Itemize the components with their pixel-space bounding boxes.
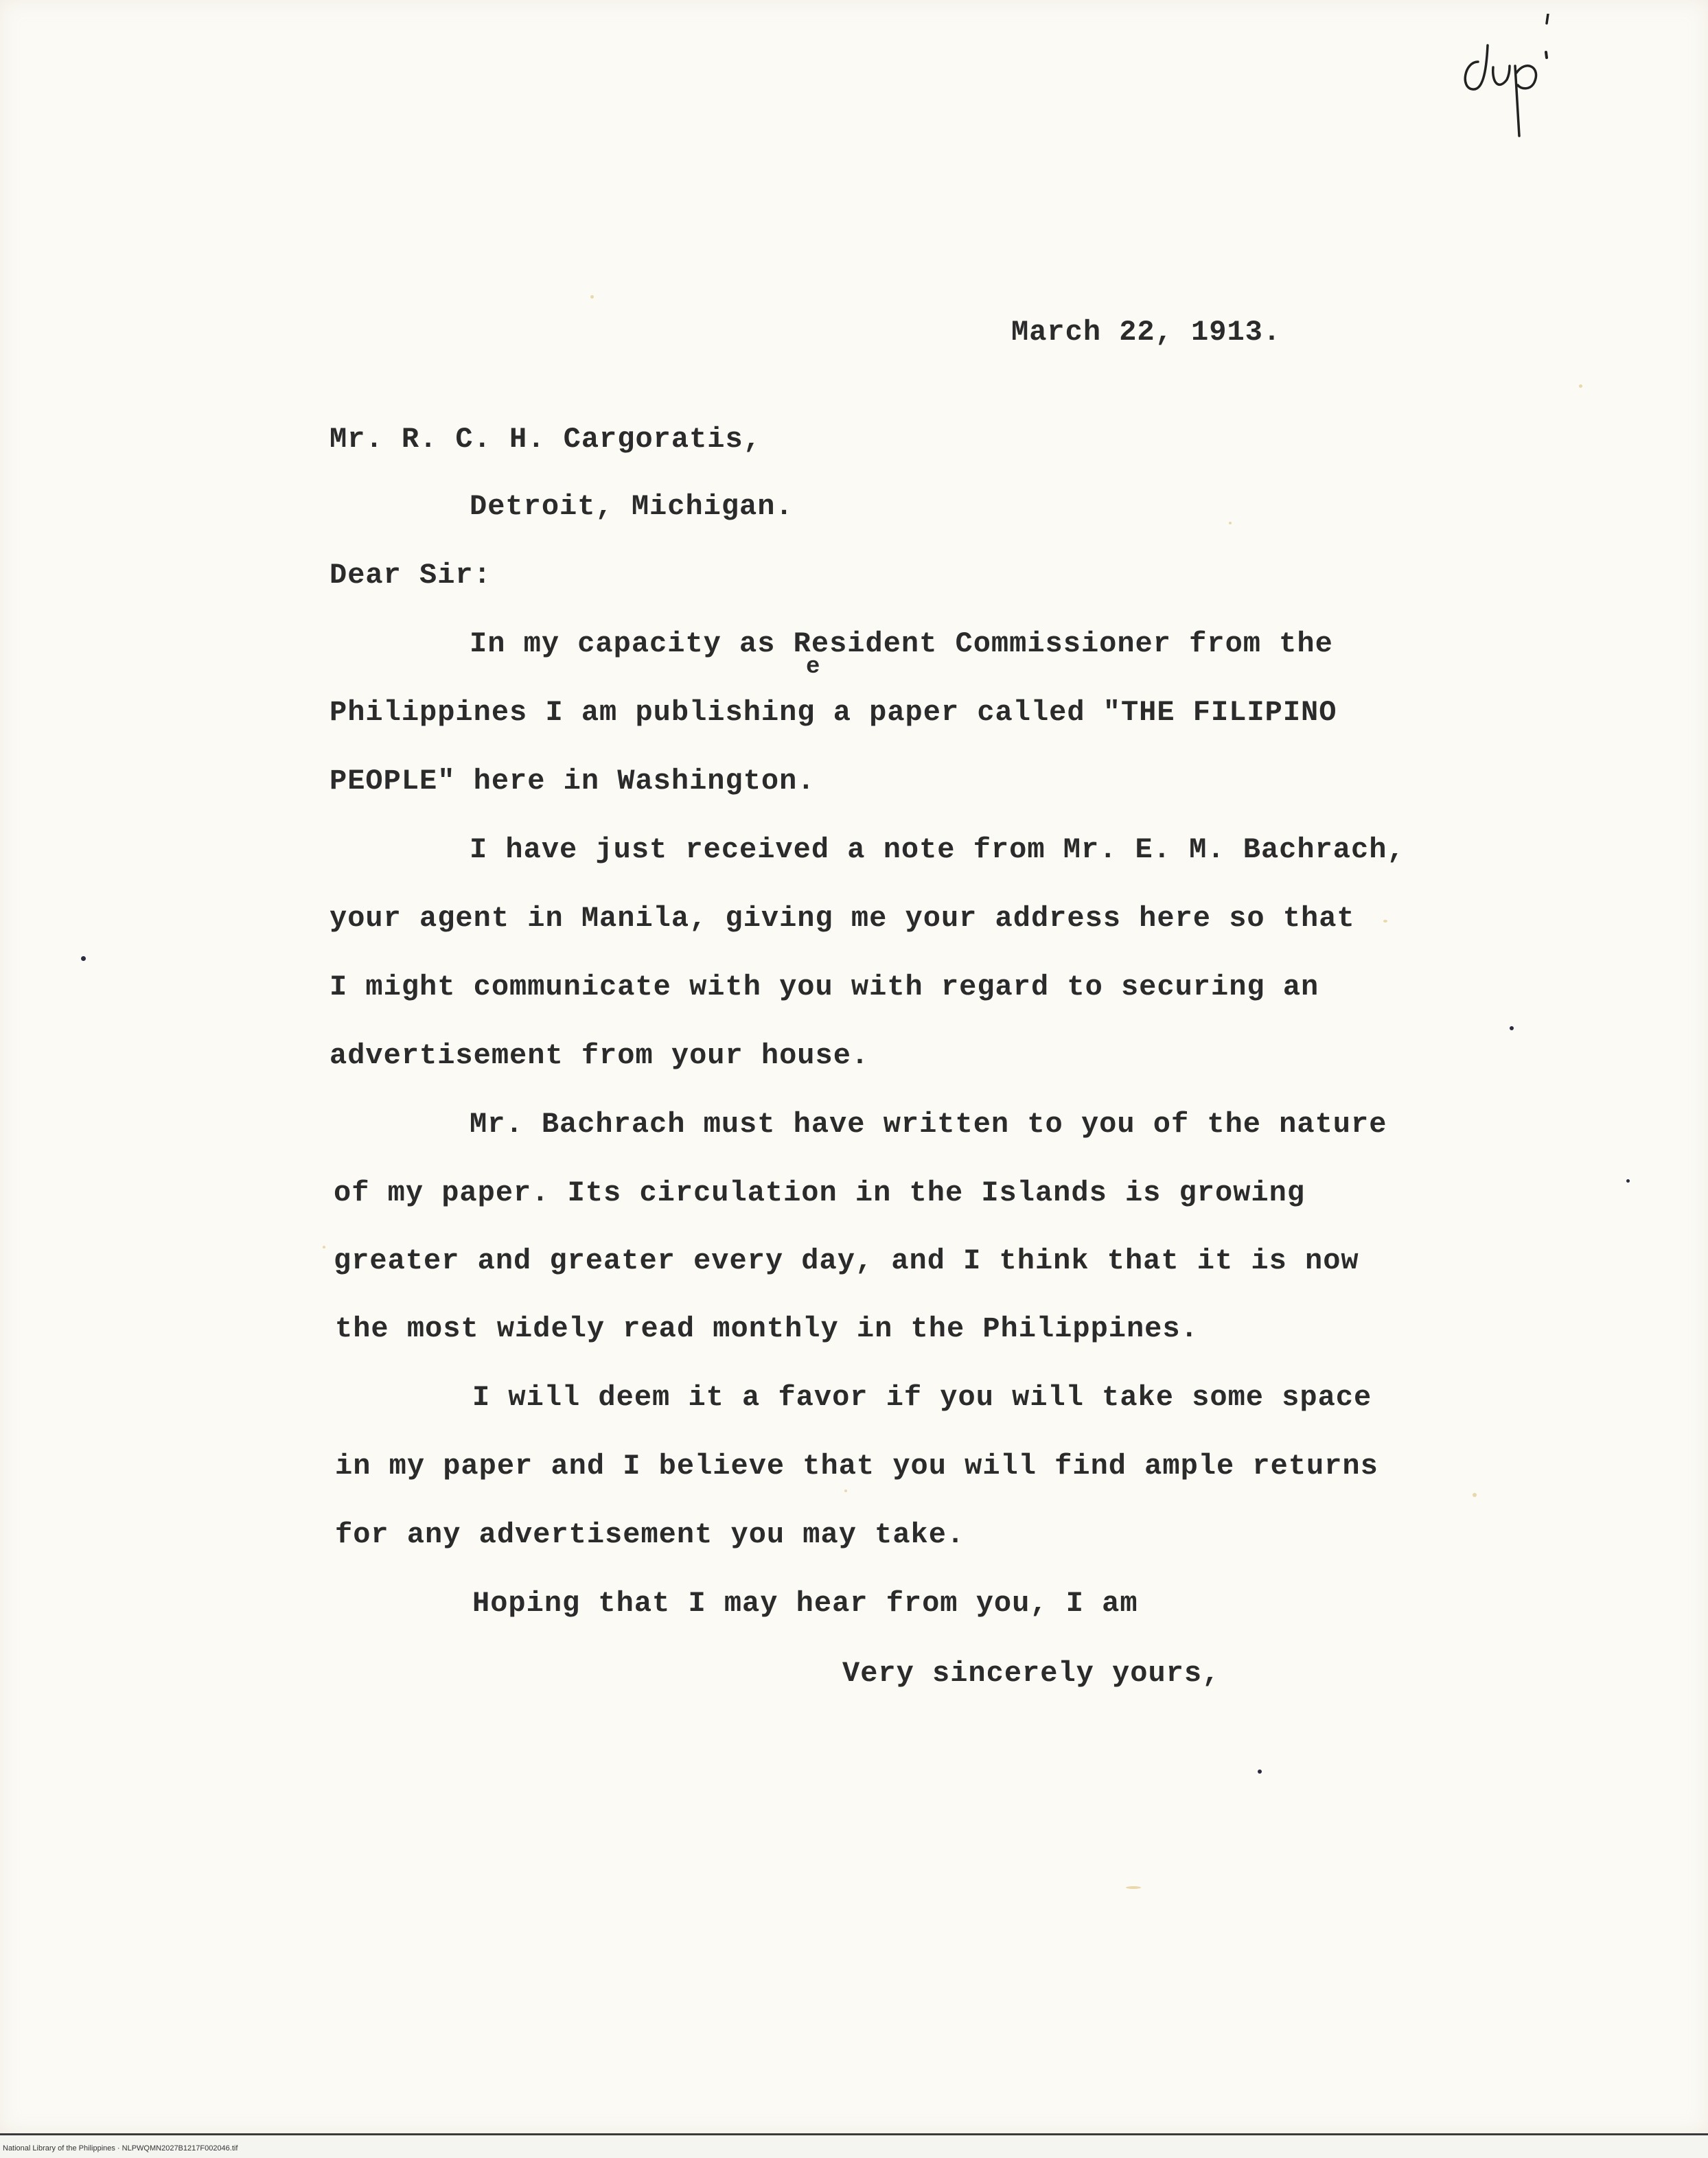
recipient-city: Detroit, Michigan.: [470, 490, 794, 523]
ink-dot: [1258, 1770, 1262, 1774]
ink-dot: [1626, 1179, 1630, 1183]
paper-fleck: [1473, 1493, 1477, 1497]
handwritten-annotation: [1452, 14, 1562, 151]
body-line: PEOPLE" here in Washington.: [330, 765, 816, 798]
body-line: greater and greater every day, and I think that it is now: [334, 1244, 1359, 1277]
letter-date: March 22, 1913.: [1011, 316, 1282, 349]
body-line: I will deem it a favor if you will take some space: [472, 1381, 1372, 1414]
body-line: the most widely read monthly in the Philippines.: [335, 1312, 1199, 1345]
body-line: advertisement from your house.: [330, 1039, 870, 1072]
salutation: Dear Sir:: [330, 559, 492, 592]
body-line: for any advertisement you may take.: [335, 1518, 965, 1551]
archive-footer: National Library of the Philippines · NLPWQMN2027B1217F002046.tif: [3, 2144, 238, 2153]
paper-fleck: [1126, 1886, 1141, 1889]
paper-fleck: [844, 1489, 847, 1492]
paper-fleck: [1383, 920, 1387, 923]
ink-dot: [1510, 1026, 1514, 1030]
paper-fleck: [1229, 522, 1232, 524]
body-line: Philippines I am publishing a paper called "THE FILIPINO: [330, 696, 1337, 729]
paper-fleck: [323, 1246, 325, 1249]
scan-bottom-edge: [0, 2133, 1708, 2158]
closing: Very sincerely yours,: [842, 1657, 1221, 1690]
body-line: in my paper and I believe that you will find ample returns: [335, 1450, 1378, 1483]
body-line: I might communicate with you with regard to securing an: [330, 971, 1319, 1003]
body-line: of my paper. Its circulation in the Islands is growing: [334, 1176, 1306, 1209]
inserted-correction: e: [806, 654, 821, 680]
recipient-name: Mr. R. C. H. Cargoratis,: [330, 423, 761, 456]
body-line: In my capacity as Resident Commissioner from the: [470, 627, 1333, 660]
ink-dot: [81, 956, 86, 961]
body-line: I have just received a note from Mr. E. M. Bachrach,: [470, 833, 1405, 866]
body-line: Hoping that I may hear from you, I am: [472, 1587, 1138, 1620]
paper-fleck: [590, 295, 594, 299]
body-line: Mr. Bachrach must have written to you of the nature: [470, 1108, 1387, 1141]
paper-fleck: [1579, 384, 1582, 388]
body-line: your agent in Manila, giving me your address here so that: [330, 902, 1355, 935]
